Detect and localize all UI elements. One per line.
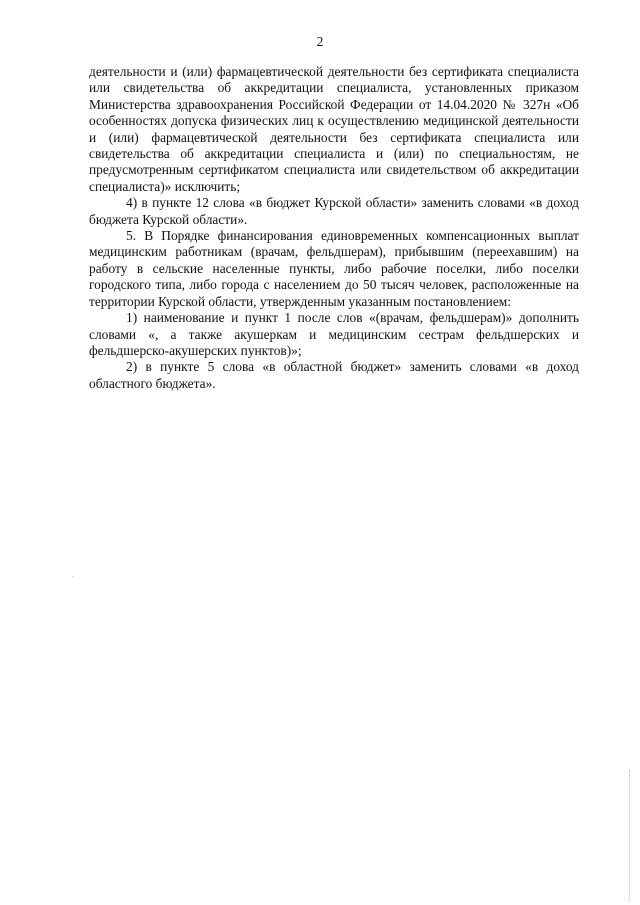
paragraph-4: 1) наименование и пункт 1 после слов «(врачам, фельдшерам)» дополнить словами «, а также акушеркам и медицинским сестрам фельдшерских и фельдшерско-акушерских пунктов)»; [89,310,579,358]
scan-margin-marks [629,770,634,900]
document-body [89,64,579,392]
paragraph-2: 4) в пункте 12 слова «в бюджет Курской области» заменить словами «в доход бюджета Курской области». [89,195,579,227]
page-number: 2 [316,34,324,49]
paragraph-1: деятельности и (или) фармацевтической деятельности без сертификата специалиста или свидетельства об аккредитации специалиста, установленных приказом Министерства здравоохранения Российской Федерации от 14.04.2020 № 327н «Об особенностях допуска физических лиц к осуществлению медицинской деятельности и (или) фармацевтической деятельности без сертификата специалиста или свидетельства об аккредитации специалиста и (или) по специальностям, не предусмотренным сертификатом специалиста или свидетельством об аккредитации специалиста)» исключить; [89,64,579,194]
scan-speck [72,576,73,577]
paragraph-5: 2) в пункте 5 слова «в областной бюджет» заменить словами «в доход областного бюджета». [89,359,579,391]
paragraph-3: 5. В Порядке финансирования единовременных компенсационных выплат медицинским работникам (врачам, фельдшерам), прибывшим (переехавшим) на работу в сельские населенные пункты, либо рабочие поселки, либо поселки городского типа, либо города с населением до 50 тысяч человек, расположенные на территории Курской области, утвержденным указанным постановлением: [89,228,579,309]
